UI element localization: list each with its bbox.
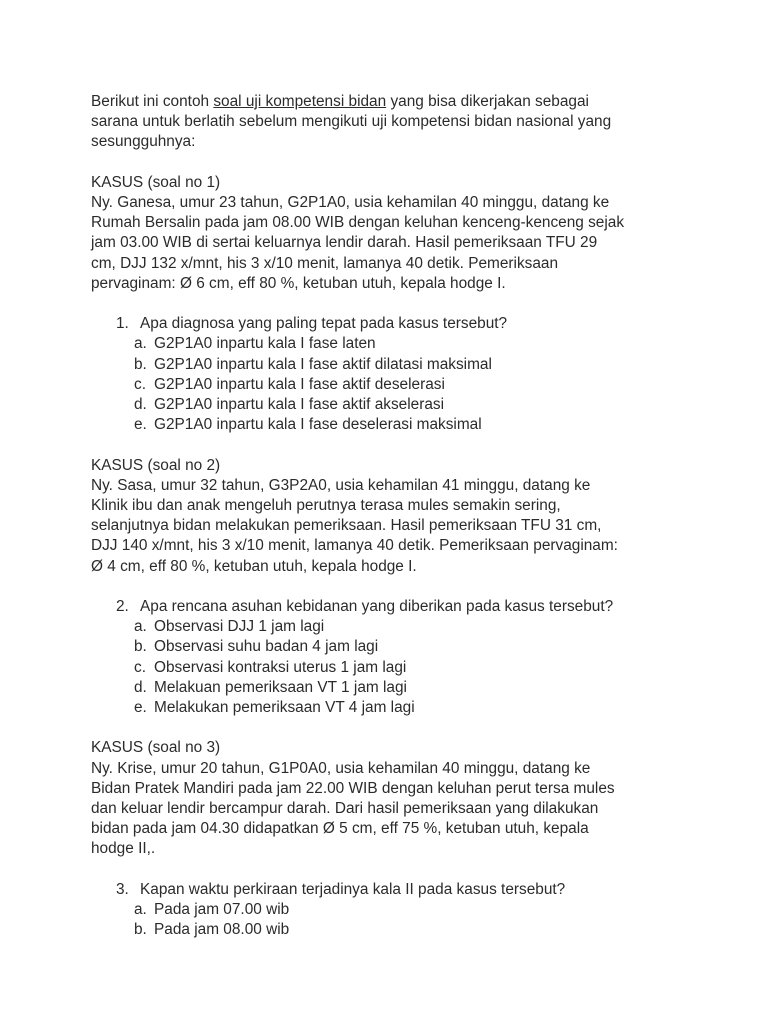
answer-option [91, 698, 691, 718]
spacer [91, 435, 691, 455]
question-number: 2. [116, 598, 129, 616]
option-text: Pada jam 07.00 wib [154, 901, 290, 919]
option-letter: e. [134, 416, 147, 434]
spacer [91, 153, 691, 173]
competency-exam-link[interactable]: soal uji kompetensi bidan [213, 93, 387, 110]
question-prompt: Apa diagnosa yang paling tepat pada kasus tersebut? [140, 315, 508, 333]
option-letter: a. [134, 335, 147, 353]
case-text-line: dan keluar lendir bercampur darah. Dari hasil pemeriksaan yang dilakukan [91, 800, 599, 818]
question-3 [91, 880, 691, 941]
case-heading: KASUS (soal no 3) [91, 739, 221, 757]
option-text: Observasi suhu badan 4 jam lagi [154, 638, 379, 656]
option-letter: d. [134, 678, 147, 696]
intro-text-before-link: Berikut ini contoh [91, 93, 214, 110]
intro-line-2: sarana untuk berlatih sebelum mengikuti uji kompetensi bidan nasional yang [91, 113, 612, 131]
option-letter: b. [134, 638, 147, 656]
case-block-3 [91, 738, 691, 859]
option-text: G2P1A0 inpartu kala I fase deselerasi maksimal [154, 416, 482, 434]
option-text: G2P1A0 inpartu kala I fase aktif deselerasi [154, 375, 445, 393]
case-heading: KASUS (soal no 2) [91, 456, 221, 474]
option-letter: d. [134, 396, 147, 414]
option-text: G2P1A0 inpartu kala I fase laten [154, 335, 376, 353]
question-prompt: Kapan waktu perkiraan terjadinya kala II pada kasus tersebut? [140, 880, 566, 898]
option-letter: c. [134, 375, 146, 393]
intro-line-3: sesungguhnya: [91, 133, 196, 151]
option-letter: e. [134, 699, 147, 717]
spacer [91, 860, 691, 880]
spacer [91, 294, 691, 314]
question-text [91, 880, 691, 900]
case-block-2 [91, 456, 691, 577]
option-text: G2P1A0 inpartu kala I fase aktif akselerasi [154, 396, 445, 414]
question-number: 3. [116, 880, 129, 898]
case-text-line: Bidan Pratek Mandiri pada jam 22.00 WIB dengan keluhan perut tersa mules [91, 779, 615, 797]
option-letter: b. [134, 921, 147, 939]
case-text-line: Ø 4 cm, eff 80 %, ketuban utuh, kepala hodge I. [91, 557, 417, 575]
question-text [91, 597, 691, 617]
answer-option [91, 678, 691, 698]
question-text [91, 314, 691, 334]
answer-option [91, 355, 691, 375]
case-text-line: DJJ 140 x/mnt, his 3 x/10 menit, lamanya 40 detik. Pemeriksaan pervaginam: [91, 537, 618, 555]
case-block-1 [91, 173, 691, 294]
option-letter: b. [134, 355, 147, 373]
answer-options [91, 900, 691, 940]
case-text-line: hodge II,. [91, 840, 156, 858]
answer-option [91, 415, 691, 435]
intro-paragraph [91, 92, 691, 153]
question-1 [91, 314, 691, 435]
option-text: Pada jam 08.00 wib [154, 921, 290, 939]
case-heading: KASUS (soal no 1) [91, 173, 221, 191]
answer-option [91, 658, 691, 678]
answer-options [91, 334, 691, 435]
question-prompt: Apa rencana asuhan kebidanan yang diberikan pada kasus tersebut? [140, 598, 614, 616]
case-text-line: Klinik ibu dan anak mengeluh perutnya terasa mules semakin sering, [91, 497, 561, 515]
spacer [91, 718, 691, 738]
case-text-line: Ny. Sasa, umur 32 tahun, G3P2A0, usia kehamilan 41 minggu, datang ke [91, 476, 591, 494]
option-text: Observasi DJJ 1 jam lagi [154, 618, 325, 636]
answer-option [91, 395, 691, 415]
intro-text-after-link: yang bisa dikerjakan sebagai [386, 93, 589, 110]
option-text: G2P1A0 inpartu kala I fase aktif dilatasi maksimal [154, 355, 492, 373]
case-text-line: Rumah Bersalin pada jam 08.00 WIB dengan keluhan kenceng-kenceng sejak [91, 214, 625, 232]
option-text: Melakukan pemeriksaan VT 4 jam lagi [154, 699, 415, 717]
case-text-line: cm, DJJ 132 x/mnt, his 3 x/10 menit, lamanya 40 detik. Pemeriksaan [91, 254, 559, 272]
option-text: Observasi kontraksi uterus 1 jam lagi [154, 658, 407, 676]
case-text-line: pervaginam: Ø 6 cm, eff 80 %, ketuban utuh, kepala hodge I. [91, 274, 506, 292]
answer-option [91, 334, 691, 354]
answer-option [91, 900, 691, 920]
question-number: 1. [116, 315, 129, 333]
option-letter: a. [134, 618, 147, 636]
answer-options [91, 617, 691, 718]
answer-option [91, 920, 691, 940]
intro-line-1 [91, 92, 691, 112]
option-letter: a. [134, 901, 147, 919]
case-text-line: selanjutnya bidan melakukan pemeriksaan. Hasil pemeriksaan TFU 31 cm, [91, 517, 602, 535]
question-2 [91, 597, 691, 718]
answer-option [91, 637, 691, 657]
case-text-line: Ny. Krise, umur 20 tahun, G1P0A0, usia kehamilan 40 minggu, datang ke [91, 759, 591, 777]
case-text-line: jam 03.00 WIB di sertai keluarnya lendir darah. Hasil pemeriksaan TFU 29 [91, 234, 598, 252]
spacer [91, 577, 691, 597]
case-text-line: Ny. Ganesa, umur 23 tahun, G2P1A0, usia kehamilan 40 minggu, datang ke [91, 194, 610, 211]
option-text: Melakuan pemeriksaan VT 1 jam lagi [154, 678, 407, 696]
case-text-line: bidan pada jam 04.30 didapatkan Ø 5 cm, eff 75 %, ketuban utuh, kepala [91, 820, 589, 838]
answer-option [91, 375, 691, 395]
answer-option [91, 617, 691, 637]
document-body [91, 92, 691, 940]
option-letter: c. [134, 658, 146, 676]
